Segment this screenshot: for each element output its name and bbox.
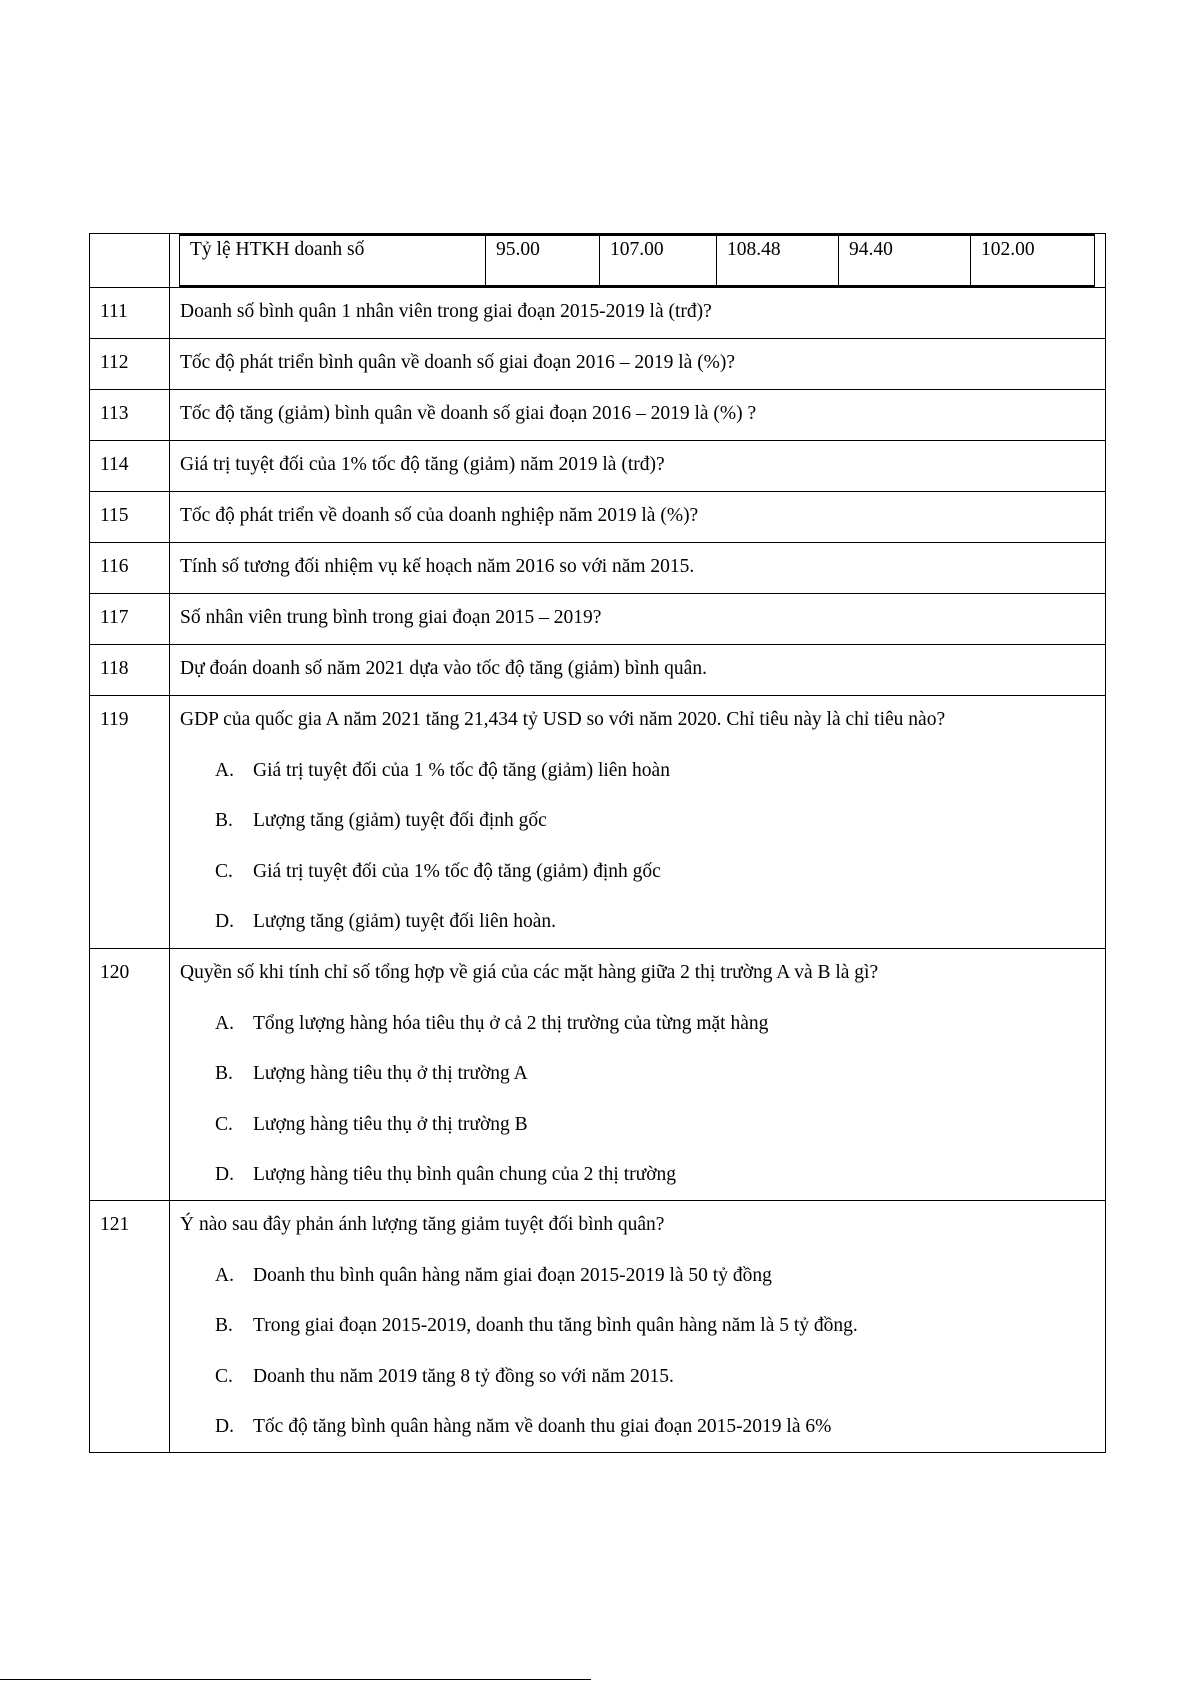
question-number: 121	[100, 1214, 130, 1235]
answer-option	[215, 883, 1105, 934]
option-text: Lượng tăng (giảm) tuyệt đối liên hoàn.	[253, 911, 557, 932]
question-text: Quyền số khi tính chỉ số tổng hợp về giá của các mặt hàng giữa 2 thị trường A và B là gì?	[180, 962, 879, 983]
answer-options	[180, 1236, 1105, 1438]
row-label: Tỷ lệ HTKH doanh số	[180, 235, 486, 286]
option-letter: B.	[215, 810, 233, 831]
question-row	[90, 492, 1106, 543]
question-number: 115	[100, 505, 129, 526]
answer-option	[215, 1388, 1105, 1439]
question-text: Tốc độ phát triển bình quân về doanh số giai đoạn 2016 – 2019 là (%)?	[180, 352, 736, 373]
question-row	[90, 594, 1106, 645]
questions-table	[89, 233, 1106, 1453]
header-row-container	[170, 234, 1106, 288]
question-number: 116	[100, 556, 129, 577]
option-letter: C.	[215, 860, 233, 882]
question-text: GDP của quốc gia A năm 2021 tăng 21,434 tỷ USD so với năm 2020. Chỉ tiêu này là chỉ tiêu nào?	[180, 709, 946, 730]
question-text: Giá trị tuyệt đối của 1% tốc độ tăng (giảm) năm 2019 là (trđ)?	[180, 454, 665, 475]
question-text: Số nhân viên trung bình trong giai đoạn 2015 – 2019?	[180, 607, 602, 628]
value-cell: 108.48	[717, 235, 839, 286]
option-letter: B.	[215, 1063, 233, 1084]
sales-completion-row	[180, 235, 1095, 286]
empty-number-cell	[90, 234, 170, 288]
answer-option	[215, 984, 1105, 1035]
mc-question-row	[90, 1201, 1106, 1453]
option-text: Giá trị tuyệt đối của 1% tốc độ tăng (giảm) định gốc	[253, 860, 661, 882]
question-text: Ý nào sau đây phản ánh lượng tăng giảm tuyệt đối bình quân?	[180, 1214, 665, 1235]
mc-question-row	[90, 949, 1106, 1201]
question-row	[90, 390, 1106, 441]
option-text: Lượng tăng (giảm) tuyệt đối định gốc	[253, 810, 547, 831]
header-row	[90, 234, 1106, 288]
value-cell: 107.00	[600, 235, 717, 286]
option-text: Lượng hàng tiêu thụ ở thị trường A	[253, 1063, 528, 1084]
sales-completion-table	[179, 234, 1095, 287]
question-number: 113	[100, 403, 129, 424]
option-text: Tốc độ tăng bình quân hàng năm về doanh thu giai đoạn 2015-2019 là 6%	[253, 1416, 832, 1437]
answer-option	[215, 1337, 1105, 1388]
option-text: Giá trị tuyệt đối của 1 % tốc độ tăng (giảm) liên hoàn	[253, 759, 670, 781]
question-text: Tốc độ tăng (giảm) bình quân về doanh số giai đoạn 2016 – 2019 là (%) ?	[180, 403, 757, 424]
option-letter: D.	[215, 1416, 234, 1437]
question-number: 120	[100, 962, 130, 983]
value-cell: 95.00	[486, 235, 600, 286]
question-number: 112	[100, 352, 129, 373]
question-row	[90, 543, 1106, 594]
question-text: Dự đoán doanh số năm 2021 dựa vào tốc độ tăng (giảm) bình quân.	[180, 658, 707, 679]
option-text: Lượng hàng tiêu thụ bình quân chung của 2 thị trường	[253, 1164, 677, 1185]
question-number: 114	[100, 454, 129, 475]
answer-option	[215, 1287, 1105, 1338]
answer-option	[215, 832, 1105, 883]
option-letter: D.	[215, 911, 234, 932]
option-text: Tổng lượng hàng hóa tiêu thụ ở cả 2 thị trường của từng mặt hàng	[253, 1012, 769, 1034]
answer-option	[215, 731, 1105, 782]
option-letter: A.	[215, 1264, 234, 1286]
option-letter: B.	[215, 1315, 233, 1336]
value-cell: 94.40	[839, 235, 971, 286]
question-row	[90, 288, 1106, 339]
question-number: 118	[100, 658, 129, 679]
footnote-separator	[0, 1679, 591, 1680]
question-number: 117	[100, 607, 129, 628]
option-letter: C.	[215, 1365, 233, 1387]
answer-option	[215, 1236, 1105, 1287]
option-text: Lượng hàng tiêu thụ ở thị trường B	[253, 1113, 528, 1135]
option-letter: D.	[215, 1164, 234, 1185]
question-text: Tính số tương đối nhiệm vụ kế hoạch năm 2016 so với năm 2015.	[180, 556, 695, 577]
option-text: Trong giai đoạn 2015-2019, doanh thu tăng bình quân hàng năm là 5 tỷ đồng.	[253, 1315, 858, 1336]
answer-option	[215, 1035, 1105, 1086]
question-number: 111	[100, 301, 128, 322]
question-number: 119	[100, 709, 129, 730]
answer-option	[215, 1085, 1105, 1136]
answer-option	[215, 782, 1105, 833]
option-text: Doanh thu năm 2019 tăng 8 tỷ đồng so với năm 2015.	[253, 1365, 674, 1387]
option-letter: C.	[215, 1113, 233, 1135]
value-cell: 102.00	[971, 235, 1095, 286]
option-text: Doanh thu bình quân hàng năm giai đoạn 2015-2019 là 50 tỷ đồng	[253, 1264, 772, 1286]
question-text: Tốc độ phát triển về doanh số của doanh nghiệp năm 2019 là (%)?	[180, 505, 699, 526]
question-row	[90, 645, 1106, 696]
option-letter: A.	[215, 1012, 234, 1034]
option-letter: A.	[215, 759, 234, 781]
answer-options	[180, 984, 1105, 1186]
answer-option	[215, 1136, 1105, 1187]
question-text: Doanh số bình quân 1 nhân viên trong giai đoạn 2015-2019 là (trđ)?	[180, 301, 712, 322]
question-row	[90, 339, 1106, 390]
mc-question-row	[90, 696, 1106, 949]
question-row	[90, 441, 1106, 492]
answer-options	[180, 731, 1105, 933]
